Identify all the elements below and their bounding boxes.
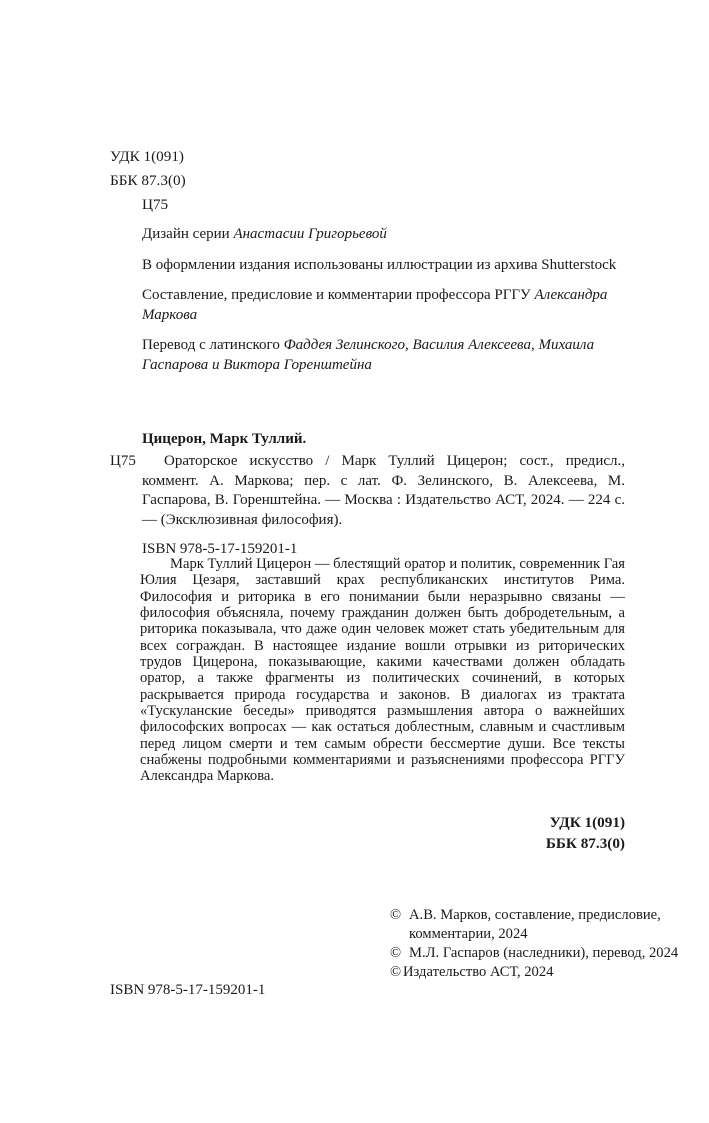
copyright-entry	[390, 963, 709, 982]
credit-compilation-label: Составление, предисловие и комментарии профессора РГГУ	[142, 287, 535, 304]
udk-code-bottom: УДК 1(091)	[549, 814, 625, 831]
copyright-icon: ©	[390, 964, 402, 980]
copyright-entry-text: А.В. Марков, составление, предисловие, комментарии, 2024	[409, 907, 661, 942]
cipher-code: Ц75	[142, 196, 169, 213]
biblio-shelfmark: Ц75	[110, 452, 136, 469]
credit-series-design-label: Дизайн серии	[142, 226, 234, 242]
copyright-entry-text: М.Л. Гаспаров (наследники), перевод, 2024	[409, 945, 679, 961]
cipher-line	[110, 193, 186, 217]
bibliographic-record	[110, 430, 625, 560]
credit-series-design-name: Анастасии Григорьевой	[233, 226, 387, 242]
copyright-entry-text: Издательство АСТ, 2024	[403, 964, 554, 980]
credit-series-design	[142, 225, 625, 245]
copyright-icon: ©	[390, 907, 402, 923]
bbk-code-bottom: ББК 87.3(0)	[545, 835, 625, 852]
isbn-bottom: ISBN 978-5-17-159201-1	[110, 982, 266, 998]
credit-illustrations: В оформлении издания использованы иллюстрации из архива Shutterstock	[142, 256, 617, 273]
biblio-author: Цицерон, Марк Туллий.	[142, 431, 307, 447]
bbk-code-top: ББК 87.3(0)	[110, 172, 186, 189]
udk-code-top: УДК 1(091)	[110, 148, 184, 165]
classification-codes-top	[110, 145, 186, 217]
credit-compilation-name: Александра Маркова	[142, 287, 608, 323]
credits-block	[142, 225, 625, 376]
classification-codes-bottom	[546, 812, 625, 854]
biblio-description	[110, 452, 625, 531]
annotation-text: Марк Туллий Цицерон — блестящий оратор и политик, современник Гая Юлия Цезаря, заставший крах республиканских институтов Рима. Философия и риторика в его понимании были неразрывно связаны — философия объясняла, почему гражданин должен быть добродетельным, а риторика показывала, что даже один человек может стать убедительным для всех сограждан. В настоящее издание вошли отрывки из риторических трудов Цицерона, показывающие, какими качествами должен обладать оратор, а также фрагменты из политических сочинений, в которых раскрывается природа государства и законов. В диалогах из трактата «Тускуланские беседы» приводятся размышления автора о важнейших философских вопросах — как остаться доблестным, славным и счастливым перед лицом смерти и тем самым обрести бессмертие души. Все тексты снабжены подробными комментариями и разъяснениями профессора РГГУ Александра Маркова.	[140, 556, 625, 785]
copyright-entry	[390, 906, 709, 944]
credit-compilation	[142, 286, 625, 325]
copyright-entry	[390, 944, 709, 963]
copyright-block	[390, 906, 709, 982]
annotation-block	[110, 556, 625, 785]
bbk-line-top	[110, 169, 186, 193]
credit-translation-names: Фаддея Зелинского, Василия Алексеева, Михаила Гаспарова и Виктора Горенштейна	[142, 337, 595, 373]
biblio-isbn: ISBN 978-5-17-159201-1	[142, 540, 298, 557]
copyright-icon: ©	[390, 945, 402, 961]
biblio-description-text: Ораторское искусство / Марк Туллий Цицерон; сост., предисл., коммент. А. Маркова; пер. с лат. Ф. Зелинского, В. Алексеева, М. Гаспарова, В. Горенштейна. — Москва : Издательство АСТ, 2024. — 224 с. — (Эксклюзивная философия).	[142, 452, 625, 529]
credit-translation	[142, 336, 625, 375]
udk-line-top	[110, 145, 186, 169]
credit-translation-label: Перевод с латинского	[142, 337, 284, 354]
